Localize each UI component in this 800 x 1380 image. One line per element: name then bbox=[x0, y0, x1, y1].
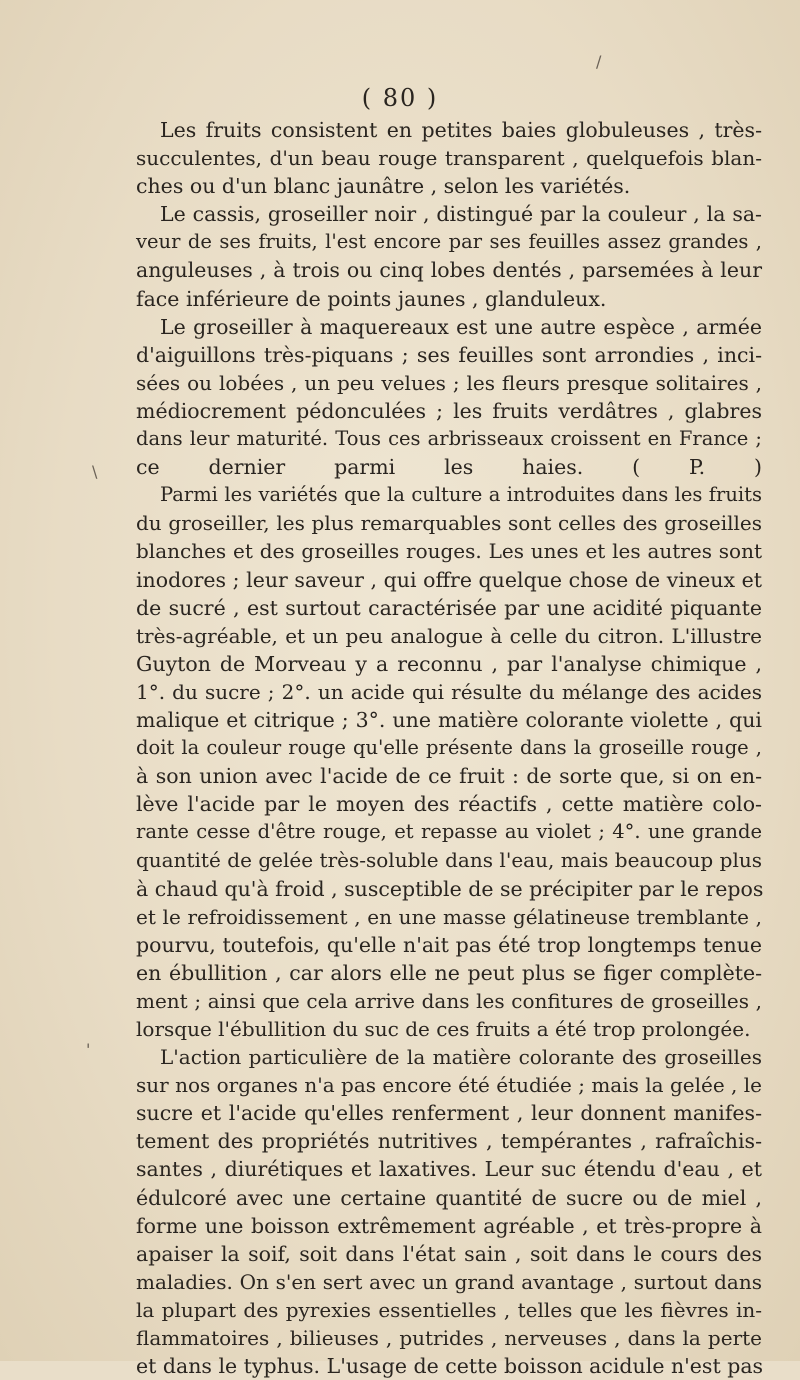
text-line: Guyton de Morveau y a reconnu , par l'analyse chimique , bbox=[136, 651, 762, 676]
text-line: à chaud qu'à froid , susceptible de se précipiter par le repos bbox=[136, 876, 764, 901]
text-line: lève l'acide par le moyen des réactifs , cette matière colo- bbox=[136, 792, 762, 817]
text-line: Parmi les variétés que la culture a introduites dans les fruits bbox=[160, 483, 762, 507]
text-line: maladies. On s'en sert avec un grand avantage , surtout dans bbox=[136, 1269, 762, 1294]
text-line: face inférieure de points jaunes , glanduleux. bbox=[136, 286, 607, 311]
body-text bbox=[136, 116, 762, 1380]
text-line: malique et citrique ; 3°. une matière colorante violette , qui bbox=[136, 707, 762, 732]
text-line: apaiser la soif, soit dans l'état sain , soit dans le cours des bbox=[136, 1241, 762, 1266]
text-line: pourvu, toutefois, qu'elle n'ait pas été trop longtemps tenue bbox=[136, 932, 762, 957]
text-line: Le cassis, groseiller noir , distingué par la couleur , la sa- bbox=[160, 202, 762, 227]
text-line: sur nos organes n'a pas encore été étudiée ; mais la gelée , le bbox=[136, 1073, 762, 1098]
page-number: ( 80 ) bbox=[361, 84, 439, 112]
text-line: ches ou d'un blanc jaunâtre , selon les variétés. bbox=[136, 174, 631, 199]
text-line: blanches et des groseilles rouges. Les unes et les autres sont bbox=[136, 539, 762, 564]
text-line: tement des propriétés nutritives , tempérantes , rafraîchis- bbox=[136, 1129, 762, 1154]
text-line: veur de ses fruits, l'est encore par ses feuilles assez grandes , bbox=[136, 230, 762, 254]
text-line: rante cesse d'être rouge, et repasse au violet ; 4°. une grande bbox=[136, 820, 762, 844]
text-line: lorsque l'ébullition du suc de ces fruits a été trop prolongée. bbox=[136, 1017, 751, 1041]
text-line: d'aiguillons très-piquans ; ses feuilles sont arrondies , inci- bbox=[136, 342, 762, 367]
text-line: succulentes, d'un beau rouge transparent , quelquefois blan- bbox=[136, 146, 762, 171]
text-line: sées ou lobées , un peu velues ; les fleurs presque solitaires , bbox=[136, 370, 762, 395]
text-line: santes , diurétiques et laxatives. Leur suc étendu d'eau , et bbox=[136, 1157, 762, 1182]
text-line: du groseiller, les plus remarquables sont celles des groseilles bbox=[136, 511, 762, 536]
text-line: très-agréable, et un peu analogue à celle du citron. L'illustre bbox=[136, 623, 762, 648]
text-line: de sucré , est surtout caractérisée par une acidité piquante bbox=[136, 595, 762, 620]
ink-mark-margin: \ bbox=[92, 462, 98, 481]
text-line: en ébullition , car alors elle ne peut plus se figer complète- bbox=[136, 960, 762, 985]
text-line: inodores ; leur saveur , qui offre quelque chose de vineux et bbox=[136, 567, 762, 592]
text-line: anguleuses , à trois ou cinq lobes dentés , parsemées à leur bbox=[136, 258, 762, 283]
text-line: flammatoires , bilieuses , putrides , nerveuses , dans la perte bbox=[136, 1326, 762, 1351]
text-line: médiocrement pédonculées ; les fruits verdâtres , glabres bbox=[136, 398, 762, 423]
text-line: forme une boisson extrêmement agréable , et très-propre à bbox=[136, 1213, 762, 1238]
text-line: sucre et l'acide qu'elles renferment , leur donnent manifes- bbox=[136, 1101, 762, 1126]
text-line: la plupart des pyrexies essentielles , telles que les fièvres in- bbox=[136, 1297, 762, 1322]
text-line: Les fruits consistent en petites baies globuleuses , très- bbox=[160, 118, 762, 142]
text-line: édulcoré avec une certaine quantité de sucre ou de miel , bbox=[136, 1185, 762, 1210]
text-line: quantité de gelée très-soluble dans l'eau, mais beaucoup plus bbox=[136, 848, 762, 873]
text-line: ment ; ainsi que cela arrive dans les confitures de groseilles , bbox=[136, 988, 762, 1013]
text-line: à son union avec l'acide de ce fruit : de sorte que, si on en- bbox=[136, 764, 762, 789]
text-line: Le groseiller à maquereaux est une autre espèce , armée bbox=[160, 314, 762, 339]
ink-mark-top: / bbox=[596, 52, 602, 71]
text-line: ce dernier parmi les haies. ( P. ) bbox=[136, 455, 762, 480]
text-line: 1°. du sucre ; 2°. un acide qui résulte du mélange des acides bbox=[136, 679, 762, 704]
text-line: doit la couleur rouge qu'elle présente dans la groseille rouge , bbox=[136, 736, 762, 760]
text-line: dans leur maturité. Tous ces arbrisseaux croissent en France ; bbox=[136, 427, 762, 451]
text-line: et dans le typhus. L'usage de cette boisson acidule n'est pas bbox=[136, 1354, 764, 1379]
text-line: et le refroidissement , en une masse gélatineuse tremblante , bbox=[136, 904, 762, 929]
text-line: L'action particulière de la matière colorante des groseilles bbox=[160, 1045, 762, 1070]
ink-mark-margin-lower: ' bbox=[86, 1040, 91, 1059]
